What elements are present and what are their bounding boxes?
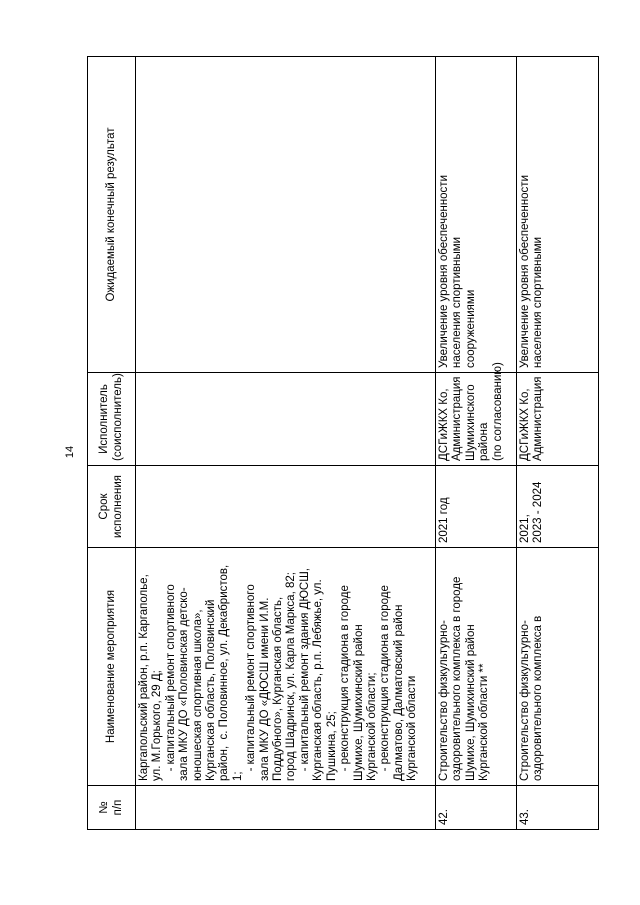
- table-row: [517, 57, 599, 830]
- cell-result: [517, 57, 599, 373]
- cell-line: Увеличение уровня обеспеченности: [519, 174, 531, 368]
- cell-term: [517, 466, 599, 548]
- cell-line: 2021,: [519, 514, 531, 543]
- cell-num: 43.: [517, 786, 599, 830]
- cell-line: Строительство физкультурно-: [438, 620, 450, 781]
- cell-line: Увеличение уровня обеспеченности: [438, 174, 450, 368]
- cell-line: - капитальный ремонт спортивного: [245, 584, 258, 781]
- cell-line: 2021 год: [438, 497, 450, 543]
- cell-line: 2023 - 2024: [532, 481, 545, 543]
- cell-line: Администрация: [451, 376, 464, 461]
- table-header-row: [88, 57, 136, 830]
- cell-result: [136, 57, 436, 373]
- cell-line: зала МКУ ДО «ДЮСШ имени И.М.: [258, 597, 271, 781]
- cell-term: [436, 466, 517, 548]
- cell-line: Поддубного», Курганская область,: [272, 596, 285, 781]
- activities-table: [87, 56, 599, 830]
- cell-executor: [136, 373, 436, 466]
- table-row: [136, 57, 436, 830]
- cell-line: ул. М.Горького, 29 Д;: [151, 670, 164, 781]
- cell-line: город Шадринск, ул. Карла Маркса, 82;: [285, 572, 298, 781]
- header-result: Ожидаемый конечный результат: [88, 57, 136, 373]
- cell-executor: [517, 373, 599, 466]
- table-row: [436, 57, 517, 830]
- cell-line: Курганская область, Половинский: [205, 599, 218, 781]
- cell-line: ДСГиЖКХ Ко,: [519, 388, 531, 461]
- header-executor: Исполнитель (соисполнитель): [88, 373, 136, 466]
- header-num: № п/п: [88, 786, 136, 830]
- cell-line: Шумихинского: [464, 384, 477, 461]
- cell-line: Администрация: [532, 376, 545, 461]
- cell-line: Курганской области;: [365, 672, 378, 781]
- cell-num: [136, 786, 436, 830]
- cell-line: - реконструкция стадиона в городе: [339, 585, 352, 781]
- cell-line: Курганской области **: [478, 663, 491, 781]
- header-term: Срок исполнения: [88, 466, 136, 548]
- cell-num: 42.: [436, 786, 517, 830]
- page-content: [87, 57, 601, 830]
- cell-line: сооружениями: [464, 289, 477, 368]
- cell-result: [436, 57, 517, 373]
- cell-line: юношеская спортивная школа»,: [191, 609, 204, 781]
- cell-line: Пушкина, 25;: [325, 711, 338, 781]
- cell-line: населения спортивными: [532, 236, 545, 368]
- rotated-sheet: [87, 57, 601, 830]
- cell-line: Курганской области: [406, 675, 419, 781]
- cell-line: - капитальный ремонт здания ДЮСШ,: [298, 568, 311, 781]
- cell-line: - капитальный ремонт спортивного: [164, 584, 177, 781]
- cell-line: (по согласованию): [491, 362, 504, 461]
- cell-line: населения спортивными: [451, 236, 464, 368]
- page-number: 14: [64, 445, 76, 459]
- cell-line: район, с. Половинное, ул. Декабристов,: [218, 564, 231, 781]
- cell-line: района: [478, 422, 491, 461]
- cell-line: зала МКУ ДО «Половинская детско-: [178, 587, 191, 781]
- cell-name: [436, 548, 517, 786]
- cell-line: оздоровительного комплекса в: [532, 615, 545, 781]
- cell-name: [136, 548, 436, 786]
- cell-line: Курганская область, р.п. Лебяжье, ул.: [312, 579, 325, 781]
- cell-name: [517, 548, 599, 786]
- cell-line: Каргапольский район, р.п. Каргаполье,: [138, 574, 150, 781]
- cell-line: Строительство физкультурно-: [519, 620, 531, 781]
- cell-line: Далматово, Далматовский район: [392, 604, 405, 781]
- cell-line: - реконструкция стадиона в городе: [379, 585, 392, 781]
- cell-line: ДСГиЖКХ Ко,: [438, 388, 450, 461]
- cell-executor: [436, 362, 517, 466]
- cell-term: [136, 466, 436, 548]
- cell-line: оздоровительного комплекса в городе: [451, 576, 464, 781]
- cell-line: 1;: [231, 771, 244, 781]
- cell-line: Шумихе, Шумихинский район: [352, 624, 365, 781]
- header-name: Наименование мероприятия: [88, 548, 136, 786]
- cell-line: Шумихе, Шумихинский район: [464, 624, 477, 781]
